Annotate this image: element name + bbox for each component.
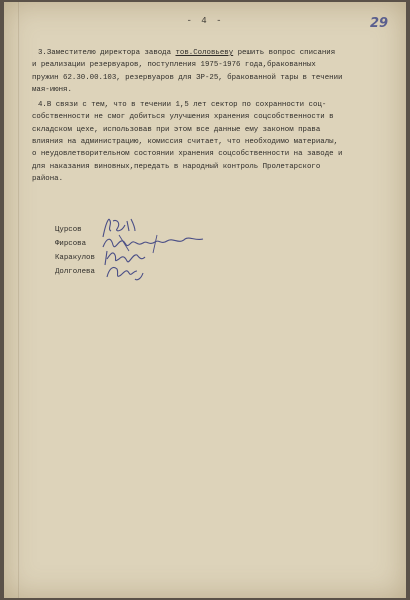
signature-row xyxy=(55,237,103,251)
paragraph-line: о неудовлетворительном состоянии хранения соцсобственности на заводе и xyxy=(32,150,343,159)
page-number: - 4 - xyxy=(186,16,224,26)
paragraph-line: 3.Заместителю директора завода тов.Соловьеву решить вопрос списания xyxy=(38,49,336,57)
signature-row xyxy=(55,251,103,265)
paragraph-line: и реализации резервуаров, поступления 1975-1976 года,бракованных xyxy=(32,61,316,70)
paragraph-line: собственности не смог добиться улучшения хранения соцсобственности в xyxy=(32,113,334,122)
paragraph-3 xyxy=(32,47,394,96)
document-page xyxy=(4,2,406,598)
paragraph-line: пружин 62.30.00.103, резервуаров для ЗР-25, бракованной тары в течении xyxy=(32,73,343,82)
signature-block xyxy=(55,223,103,279)
paragraph-line: района. xyxy=(32,174,64,183)
page-fold xyxy=(18,2,20,598)
document-body xyxy=(32,47,394,188)
underlined-name: тов.Соловьеву xyxy=(175,49,234,57)
signature-row xyxy=(55,223,103,237)
paragraph-line: 4.В связи с тем, что в течении 1,5 лет сектор по сохранности соц- xyxy=(38,101,327,110)
paragraph-4 xyxy=(32,99,394,185)
archive-number: 29 xyxy=(370,16,389,31)
signature-row xyxy=(55,265,103,279)
signatory-name: Фирсова xyxy=(55,240,87,248)
signature-4-icon xyxy=(99,259,159,289)
paragraph-line: мая-июня. xyxy=(32,85,72,94)
paragraph-line: влияния на администрацию, комиссия считает, что необходимо материалы, xyxy=(32,138,339,147)
signatory-name: Цурсов xyxy=(55,226,82,234)
paragraph-line: складском цехе, использовав при этом все данные ему законом права xyxy=(32,125,321,134)
signatory-name: Каракулов xyxy=(55,254,95,262)
paragraph-line: для наказания виновных,передать в народный контроль Пролетарского xyxy=(32,162,321,171)
signatory-name: Долголева xyxy=(55,268,95,276)
